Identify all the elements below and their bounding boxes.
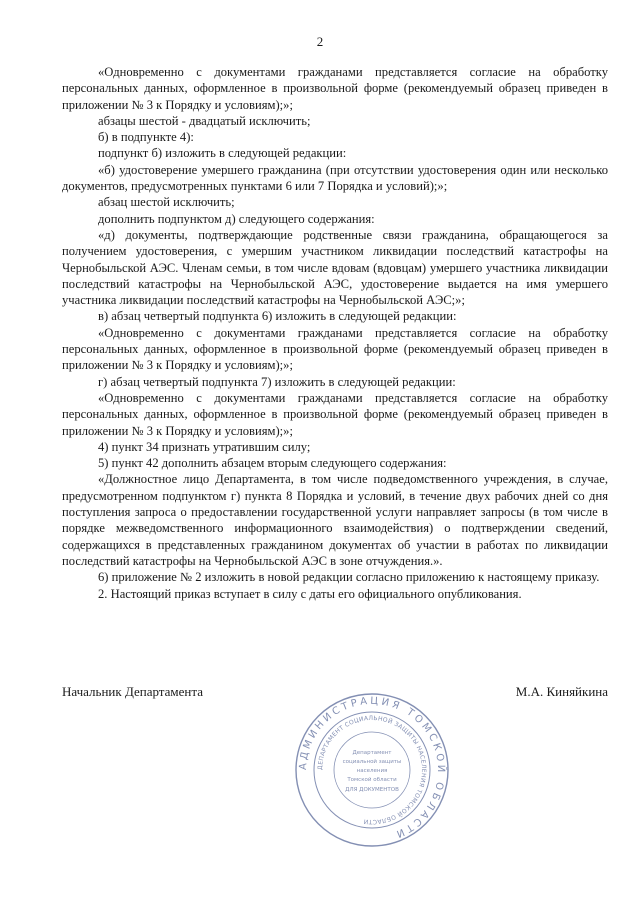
- paragraph: «Одновременно с документами гражданами представляется согласие на обработку персональных данных, оформленное в произвольной форме (рекомендуемый образец приведен в приложении № 3 к Порядку и условиям);»;: [62, 65, 608, 112]
- signature-name: М.А. Киняйкина: [515, 684, 608, 699]
- stamp-middle-text: ДЕПАРТАМЕНТ СОЦИАЛЬНОЙ ЗАЩИТЫ НАСЕЛЕНИЯ ТОМСКОЙ ОБЛАСТИ: [316, 714, 428, 826]
- stamp-center-line: Томской области: [347, 777, 397, 783]
- stamp-center-line: ДЛЯ ДОКУМЕНТОВ: [345, 787, 399, 793]
- signature-title: Начальник Департамента: [62, 684, 203, 699]
- stamp-center-line: Департамент: [352, 750, 392, 756]
- paragraph: б) в подпункте 4):: [98, 130, 194, 145]
- paragraph: абзацы шестой - двадцатый исключить;: [98, 113, 311, 128]
- paragraph: г) абзац четвертый подпункта 7) изложить в следующей редакции:: [98, 374, 456, 389]
- stamp-center-line: социальной защиты: [342, 759, 402, 765]
- paragraph: 6) приложение № 2 изложить в новой редакции согласно приложению к настоящему приказу.: [98, 570, 600, 585]
- paragraph: «Должностное лицо Департамента, в том числе подведомственного учреждения, в случае, предусмотренном подпунктом г) пункта 8 Порядка и условий, в течение двух рабочих дней со дня поступления запроса о предоставлении государственной услуги направляет запросы (в том числе в порядке межведомственного информационного взаимодействия) о подтверждении сведений, содержащихся в представленных гражданином документах об участии в работах по ликвидации последствий катастрофы на Чернобыльской АЭС в зоне отчуждения.».: [62, 472, 608, 568]
- paragraph: «б) удостоверение умершего гражданина (при отсутствии удостоверения один или несколько документов, предусмотренных пунктами 6 или 7 Порядка и условий);»;: [62, 162, 608, 194]
- stamp-center-line: населения: [356, 768, 388, 774]
- stamp-outer-text: АДМИНИСТРАЦИЯ ТОМСКОЙ ОБЛАСТИ: [297, 695, 447, 841]
- paragraph: «д) документы, подтверждающие родственные связи гражданина, обращающегося за получением удостоверения, с умершим участником ликвидации последствий катастрофы на Чернобыльской АЭС. Членам семьи, в том числе вдовам (вдовцам) умершего участника ликвидации последствий катастрофы на Чернобыльской АЭС, удостоверение выдается на имя умершего участника ликвидации последствий катастрофы на Чернобыльской АЭС;»;: [62, 227, 608, 308]
- page-number: 2: [316, 34, 324, 49]
- paragraph: дополнить подпунктом д) следующего содержания:: [98, 211, 375, 226]
- paragraph: «Одновременно с документами гражданами представляется согласие на обработку персональных данных, оформленное в произвольной форме (рекомендуемый образец приведен в приложении № 3 к Порядку и условиям);»;: [62, 390, 608, 438]
- document-body: [62, 64, 608, 602]
- paragraph: 4) пункт 34 признать утратившим силу;: [98, 439, 311, 454]
- paragraph: абзац шестой исключить;: [98, 195, 235, 210]
- paragraph: подпункт б) изложить в следующей редакции:: [98, 146, 347, 161]
- paragraph: 2. Настоящий приказ вступает в силу с даты его официального опубликования.: [98, 586, 522, 601]
- paragraph: 5) пункт 42 дополнить абзацем вторым следующего содержания:: [98, 456, 447, 471]
- paragraph: «Одновременно с документами гражданами представляется согласие на обработку персональных данных, оформленное в произвольной форме (рекомендуемый образец приведен в приложении № 3 к Порядку и условиям);»;: [62, 325, 608, 373]
- paragraph: в) абзац четвертый подпункта 6) изложить в следующей редакции:: [98, 309, 457, 324]
- official-stamp: [292, 690, 452, 850]
